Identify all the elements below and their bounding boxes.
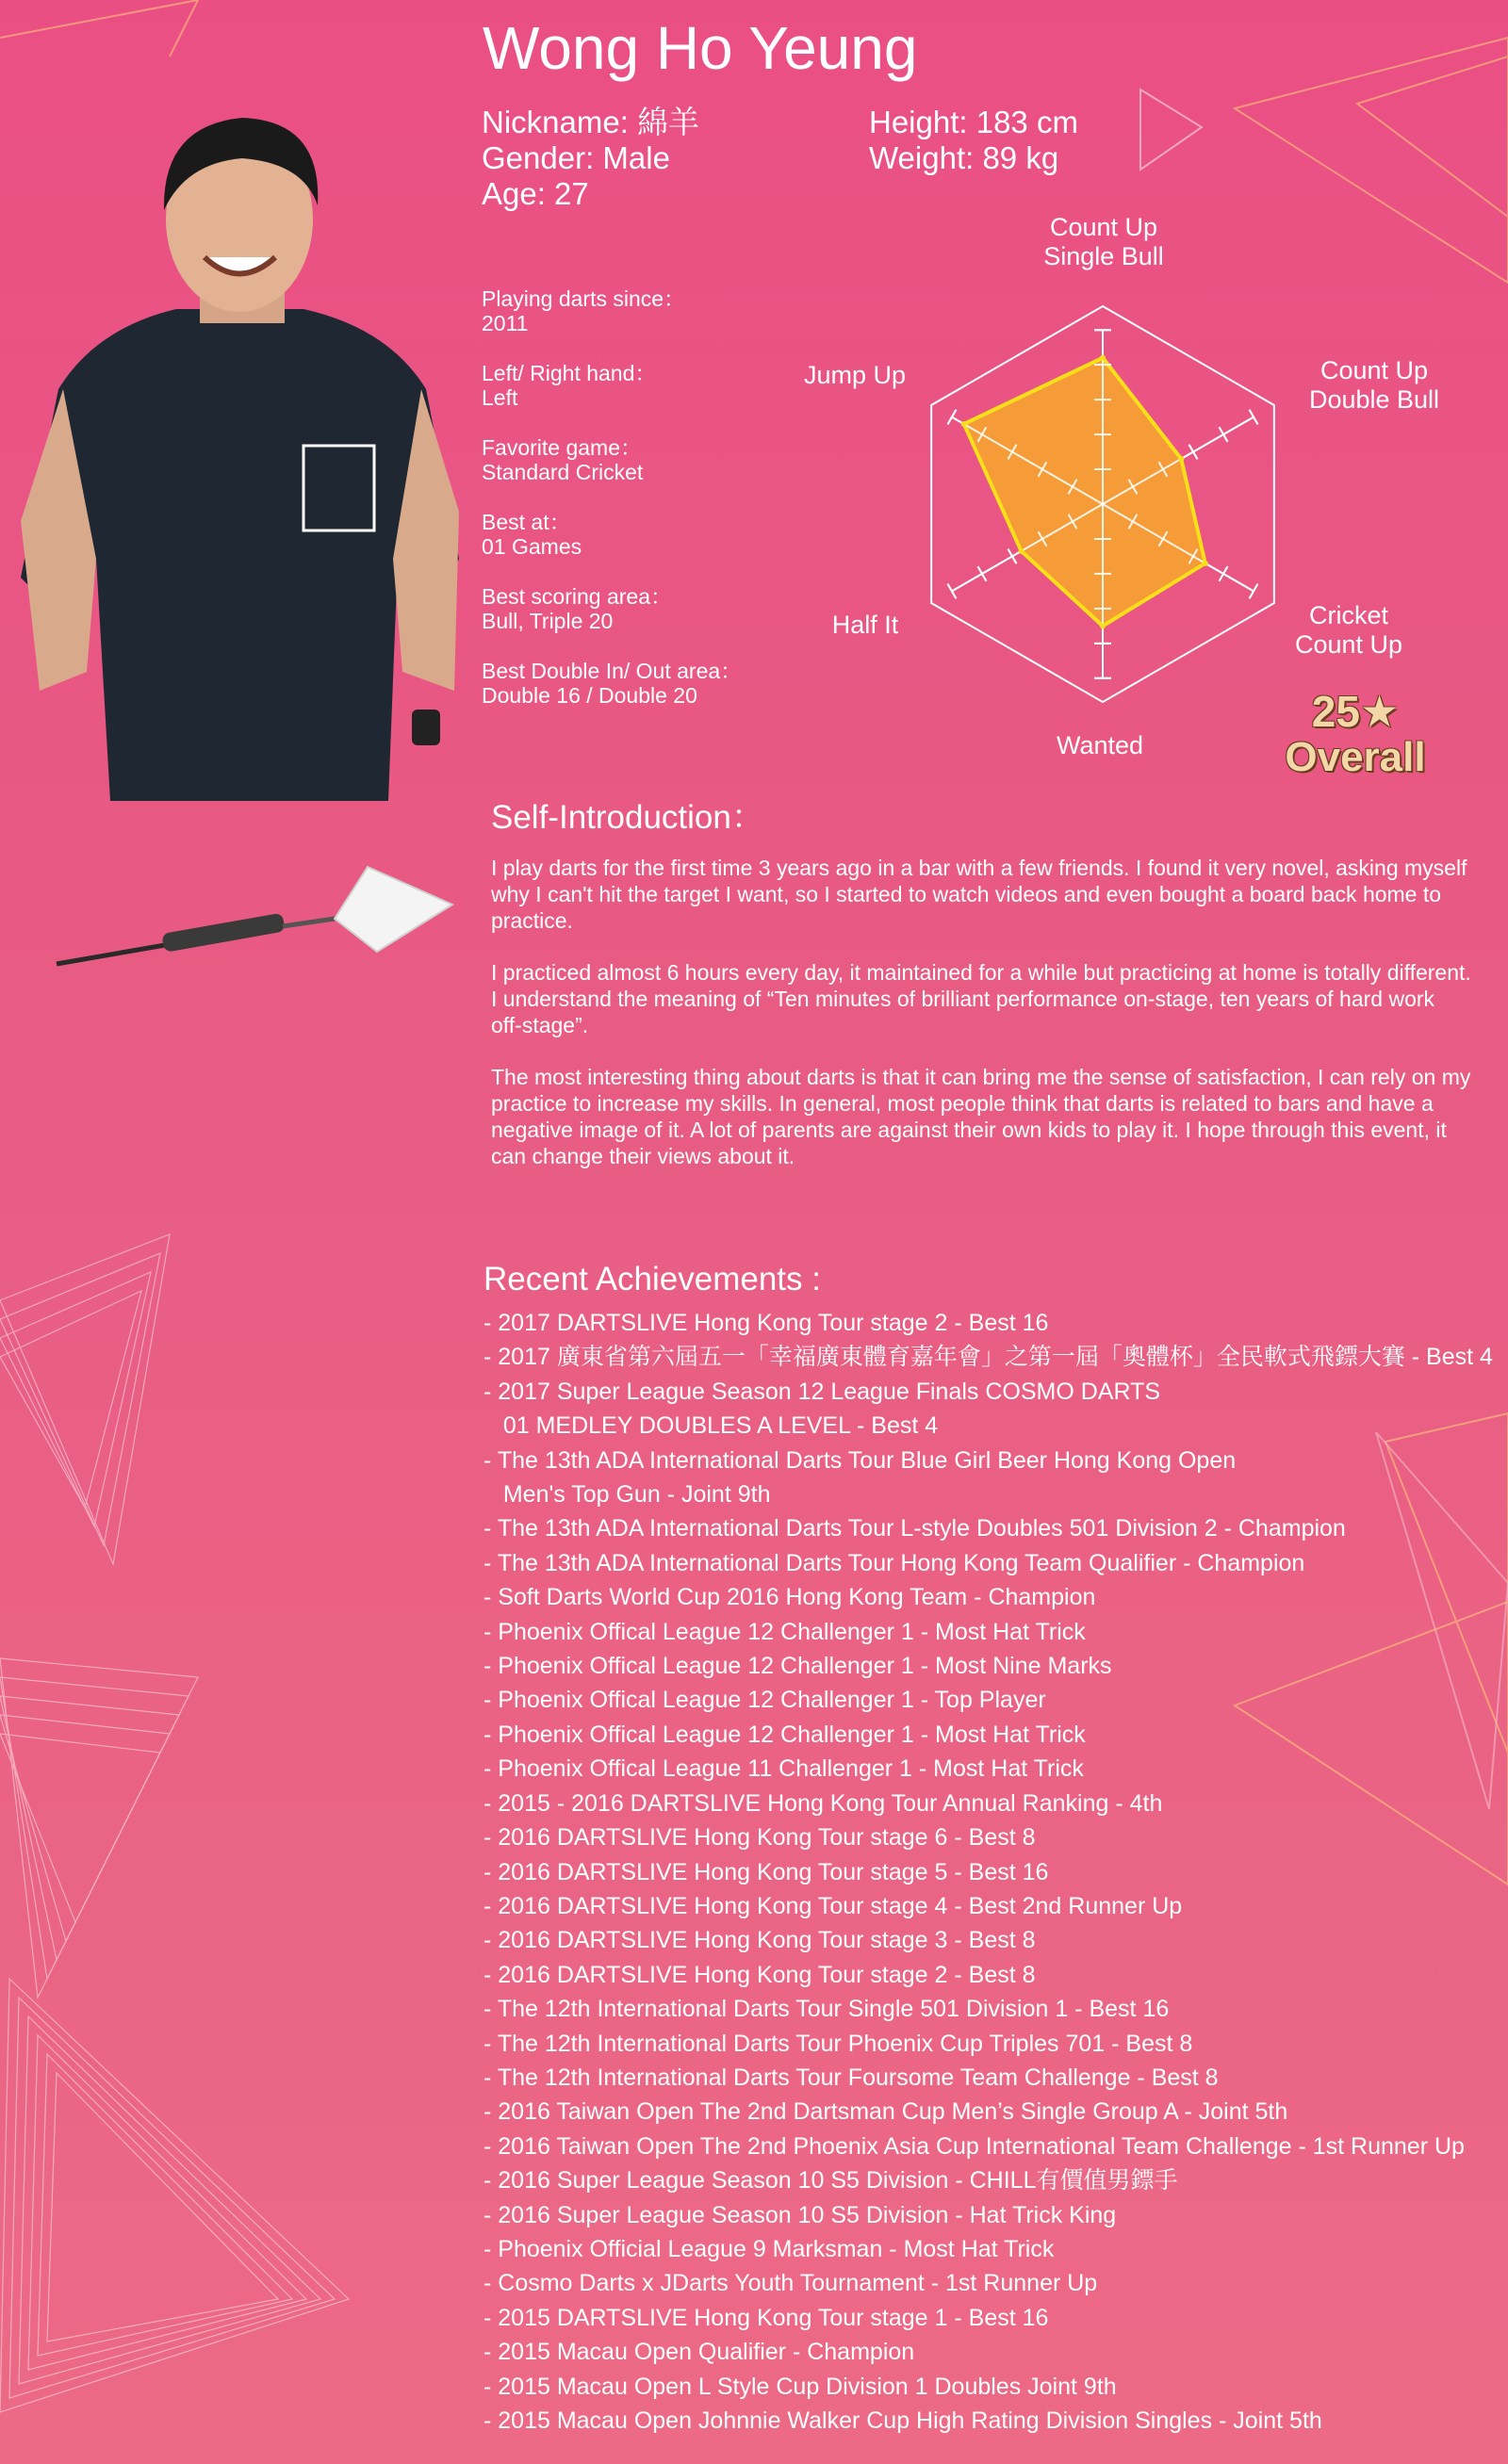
achievement-item: - 2016 Taiwan Open The 2nd Phoenix Asia Cup International Team Challenge - 1st Runner Up (484, 2132, 1465, 2160)
achievement-item: - 2016 Super League Season 10 S5 Division - Hat Trick King (484, 2201, 1117, 2228)
achievement-item: - 2016 DARTSLIVE Hong Kong Tour stage 3 - Best 8 (484, 1927, 1036, 1954)
achievement-item: - Phoenix Offical League 12 Challenger 1 - Most Hat Trick (484, 1721, 1086, 1748)
player-figure (21, 106, 459, 801)
fact-best-double (482, 659, 793, 708)
axis-label-half-it: Half It (831, 611, 899, 639)
radar-tick (1250, 584, 1258, 599)
radar-point (1203, 561, 1208, 566)
profile-basic-right (869, 105, 1078, 176)
achievements-title: Recent Achievements : (484, 1261, 821, 1297)
fact-value: Standard Cricket (482, 460, 644, 484)
fact-value: Bull, Triple 20 (482, 609, 614, 633)
self-intro-paragraph: I practiced almost 6 hours every day, it maintained for a while but practicing at home is totally different. I understand the meaning of “Ten minutes of brilliant performance on-stage, ten years of hard work off-stage”. (491, 960, 1471, 1037)
achievement-item: - Phoenix Official League 9 Marksman - Most Hat Trick (484, 2235, 1055, 2262)
weight: Weight: 89 kg (869, 140, 1059, 175)
radar-tick (947, 584, 956, 599)
fact-label: Left/ Right hand： (482, 361, 657, 385)
achievement-item: Men's Top Gun - Joint 9th (484, 1481, 771, 1509)
achievement-item: - 2016 DARTSLIVE Hong Kong Tour stage 2 - Best 8 (484, 1961, 1036, 1988)
fact-best-at (482, 510, 793, 559)
achievement-item: - 2016 DARTSLIVE Hong Kong Tour stage 4 - Best 2nd Runner Up (484, 1892, 1183, 1919)
achievement-item: - The 13th ADA International Darts Tour Blue Girl Beer Hong Kong Open (484, 1446, 1237, 1474)
radar-tick (947, 410, 956, 425)
achievement-item: - 2017 Super League Season 12 League Finals COSMO DARTS (484, 1378, 1161, 1405)
skill-radar-chart (895, 283, 1310, 726)
axis-label-jump-up: Jump Up (803, 361, 907, 389)
achievement-item: - 2017 廣東省第六屆五一「幸福廣東體育嘉年會」之第一屆「奧體杯」全民軟式飛鏢大賽 - Best 4 (484, 1344, 1493, 1371)
achievement-item: - 2017 DARTSLIVE Hong Kong Tour stage 2 - Best 16 (484, 1310, 1049, 1336)
dart-icon (52, 862, 467, 975)
achievement-item: - 2015 - 2016 DARTSLIVE Hong Kong Tour Annual Ranking - 4th (484, 1789, 1163, 1817)
self-intro-paragraph: I play darts for the first time 3 years ago in a bar with a few friends. I found it very novel, asking myself why I can't hit the target I want, so I started to watch videos and even bought a board back home to practice. (491, 856, 1467, 933)
achievement-item: - Phoenix Offical League 12 Challenger 1 - Most Nine Marks (484, 1653, 1112, 1680)
fact-playing-since (482, 286, 793, 335)
achievements-list (484, 1306, 1501, 2438)
self-intro-paragraph: The most interesting thing about darts is that it can bring me the sense of satisfaction, I can rely on my practice to increase my skills. In general, most people think that darts is related to bars and have a negative image of it. A lot of parents are against their own kids to play it. I hope through this event, it can change their views about it. (491, 1065, 1471, 1168)
achievement-item: - Phoenix Offical League 11 Challenger 1 - Most Hat Trick (484, 1755, 1084, 1783)
achievement-item: - 2016 DARTSLIVE Hong Kong Tour stage 6 - Best 8 (484, 1824, 1036, 1852)
radar-point (1100, 623, 1106, 628)
fact-value: Left (482, 385, 518, 410)
fact-label: Favorite game： (482, 435, 643, 460)
achievement-item: 01 MEDLEY DOUBLES A LEVEL - Best 4 (484, 1412, 939, 1440)
overall-badge (1261, 688, 1450, 780)
radar-tick (1220, 566, 1228, 581)
self-intro-title: Self-Introduction： (491, 799, 764, 836)
overall-label: Overall (1285, 734, 1426, 780)
achievement-item: - 2015 Macau Open Qualifier - Champion (484, 2339, 915, 2366)
fact-value: Double 16 / Double 20 (482, 683, 697, 708)
player-name: Wong Ho Yeung (483, 14, 918, 82)
axis-label-count-up-double-bull: Count Up Double Bull (1308, 356, 1440, 414)
fact-label: Best at： (482, 510, 571, 534)
fact-label: Best Double In/ Out area： (482, 659, 743, 683)
radar-point (1178, 456, 1184, 462)
achievement-item: - The 13th ADA International Darts Tour Hong Kong Team Qualifier - Champion (484, 1549, 1305, 1576)
achievement-item: - The 13th ADA International Darts Tour L-style Doubles 501 Division 2 - Champion (484, 1515, 1346, 1542)
radar-tick (1220, 427, 1228, 442)
height: Height: 183 cm (869, 105, 1078, 139)
axis-label-cricket-count-up: Cricket Count Up (1294, 601, 1403, 659)
achievement-item: - 2016 Super League Season 10 S5 Division - CHILL有價值男鏢手 (484, 2167, 1178, 2195)
achievement-item: - The 12th International Darts Tour Foursome Team Challenge - Best 8 (484, 2064, 1219, 2091)
fact-favorite-game (482, 435, 793, 484)
achievement-item: - Phoenix Offical League 12 Challenger 1 - Top Player (484, 1687, 1046, 1714)
star-icon: ★ (1359, 687, 1400, 736)
fact-label: Best scoring area： (482, 584, 672, 609)
fact-value: 2011 (482, 311, 529, 335)
achievement-item: - 2015 Macau Open Johnnie Walker Cup High Rating Division Singles - Joint 5th (484, 2407, 1322, 2434)
radar-tick (1008, 549, 1016, 564)
achievement-item: - Phoenix Offical League 12 Challenger 1 - Most Hat Trick (484, 1618, 1086, 1645)
achievement-item: - 2015 DARTSLIVE Hong Kong Tour stage 1 - Best 16 (484, 2304, 1049, 2331)
fact-label: Playing darts since： (482, 286, 686, 311)
radar-tick (977, 566, 986, 581)
self-intro-text (491, 855, 1471, 1195)
radar-point (961, 421, 967, 427)
axis-label-wanted: Wanted (1056, 731, 1144, 759)
achievement-item: - The 12th International Darts Tour Single 501 Division 1 - Best 16 (484, 1996, 1170, 2023)
achievement-item: - 2016 Taiwan Open The 2nd Dartsman Cup Men’s Single Group A - Joint 5th (484, 2098, 1288, 2126)
fact-best-scoring-area (482, 584, 793, 633)
player-photo (21, 106, 459, 801)
achievement-item: - 2016 DARTSLIVE Hong Kong Tour stage 5 - Best 16 (484, 1858, 1049, 1885)
axis-label-count-up-single-bull: Count Up Single Bull (1043, 213, 1164, 270)
radar-tick (1189, 445, 1198, 460)
achievement-item: - Soft Darts World Cup 2016 Hong Kong Team - Champion (484, 1584, 1096, 1611)
radar-point (1100, 355, 1106, 361)
fact-value: 01 Games (482, 534, 582, 559)
radar-tick (1250, 410, 1258, 425)
radar-data-area (964, 358, 1205, 627)
achievement-item: - Cosmo Darts x JDarts Youth Tournament - 1st Runner Up (484, 2270, 1098, 2297)
radar-point (1019, 548, 1024, 554)
overall-score: 25 (1311, 687, 1360, 736)
gender: Gender: Male (482, 140, 670, 175)
fact-hand (482, 361, 793, 410)
age: Age: 27 (482, 176, 589, 211)
achievement-item: - 2015 Macau Open L Style Cup Division 1 Doubles Joint 9th (484, 2373, 1117, 2400)
profile-basic-left (482, 105, 699, 212)
achievement-item: - The 12th International Darts Tour Phoenix Cup Triples 701 - Best 8 (484, 2030, 1193, 2057)
nickname: Nickname: 綿羊 (482, 105, 700, 139)
